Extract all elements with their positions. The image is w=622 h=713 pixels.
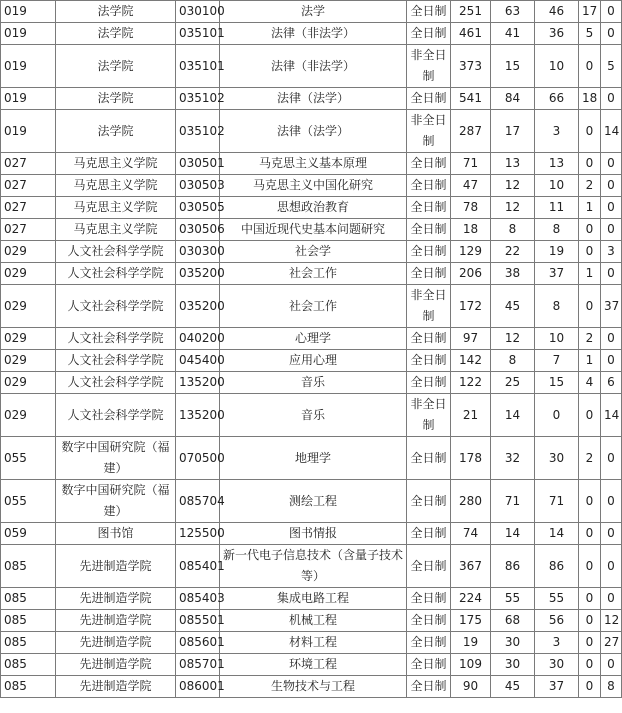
admitted-first-choice-cell: 8 bbox=[535, 285, 579, 328]
admitted-transfer-cell: 0 bbox=[601, 23, 622, 45]
major-name-cell: 音乐 bbox=[220, 372, 407, 394]
table-row bbox=[1, 654, 622, 676]
admitted-first-choice-cell: 8 bbox=[535, 219, 579, 241]
major-name-cell: 材料工程 bbox=[220, 632, 407, 654]
table-row bbox=[1, 545, 622, 588]
major-name-cell: 生物技术与工程 bbox=[220, 676, 407, 698]
admitted-transfer-cell: 0 bbox=[601, 654, 622, 676]
study-mode-cell: 全日制 bbox=[407, 588, 451, 610]
major-name-cell: 社会学 bbox=[220, 241, 407, 263]
major-name-cell: 社会工作 bbox=[220, 285, 407, 328]
admitted-first-choice-cell: 19 bbox=[535, 241, 579, 263]
study-mode-cell: 全日制 bbox=[407, 437, 451, 480]
applicants-cell: 129 bbox=[451, 241, 491, 263]
study-mode-cell: 非全日制 bbox=[407, 110, 451, 153]
table-row bbox=[1, 437, 622, 480]
admitted-total-cell: 38 bbox=[491, 263, 535, 285]
college-name-cell: 先进制造学院 bbox=[56, 632, 176, 654]
study-mode-cell: 非全日制 bbox=[407, 285, 451, 328]
table-body bbox=[1, 1, 622, 698]
admitted-exempt-cell: 0 bbox=[579, 654, 601, 676]
study-mode-cell: 全日制 bbox=[407, 632, 451, 654]
admitted-exempt-cell: 0 bbox=[579, 588, 601, 610]
college-name-cell: 法学院 bbox=[56, 1, 176, 23]
major-name-cell: 新一代电子信息技术（含量子技术等） bbox=[220, 545, 407, 588]
college-code-cell: 085 bbox=[1, 654, 56, 676]
table-row bbox=[1, 610, 622, 632]
college-code-cell: 019 bbox=[1, 23, 56, 45]
applicants-cell: 19 bbox=[451, 632, 491, 654]
major-name-cell: 思想政治教育 bbox=[220, 197, 407, 219]
study-mode-cell: 全日制 bbox=[407, 610, 451, 632]
table-row bbox=[1, 219, 622, 241]
major-name-cell: 法律（非法学） bbox=[220, 23, 407, 45]
major-name-cell: 集成电路工程 bbox=[220, 588, 407, 610]
college-name-cell: 马克思主义学院 bbox=[56, 197, 176, 219]
admitted-first-choice-cell: 30 bbox=[535, 437, 579, 480]
study-mode-cell: 全日制 bbox=[407, 676, 451, 698]
admitted-first-choice-cell: 36 bbox=[535, 23, 579, 45]
major-code-cell: 035102 bbox=[176, 88, 220, 110]
major-code-cell: 035200 bbox=[176, 263, 220, 285]
major-code-cell: 045400 bbox=[176, 350, 220, 372]
admitted-transfer-cell: 3 bbox=[601, 241, 622, 263]
college-name-cell: 图书馆 bbox=[56, 523, 176, 545]
major-code-cell: 030505 bbox=[176, 197, 220, 219]
applicants-cell: 97 bbox=[451, 328, 491, 350]
college-code-cell: 029 bbox=[1, 263, 56, 285]
admitted-exempt-cell: 2 bbox=[579, 175, 601, 197]
major-code-cell: 035101 bbox=[176, 23, 220, 45]
admitted-transfer-cell: 0 bbox=[601, 175, 622, 197]
applicants-cell: 461 bbox=[451, 23, 491, 45]
applicants-cell: 122 bbox=[451, 372, 491, 394]
admitted-exempt-cell: 0 bbox=[579, 610, 601, 632]
college-name-cell: 法学院 bbox=[56, 23, 176, 45]
college-code-cell: 027 bbox=[1, 197, 56, 219]
admitted-total-cell: 14 bbox=[491, 394, 535, 437]
admitted-total-cell: 84 bbox=[491, 88, 535, 110]
college-name-cell: 数字中国研究院（福建） bbox=[56, 480, 176, 523]
major-code-cell: 085701 bbox=[176, 654, 220, 676]
applicants-cell: 251 bbox=[451, 1, 491, 23]
admitted-exempt-cell: 0 bbox=[579, 545, 601, 588]
college-name-cell: 法学院 bbox=[56, 110, 176, 153]
study-mode-cell: 全日制 bbox=[407, 545, 451, 588]
admitted-total-cell: 32 bbox=[491, 437, 535, 480]
admitted-first-choice-cell: 66 bbox=[535, 88, 579, 110]
college-code-cell: 029 bbox=[1, 328, 56, 350]
major-name-cell: 心理学 bbox=[220, 328, 407, 350]
admitted-transfer-cell: 0 bbox=[601, 263, 622, 285]
study-mode-cell: 非全日制 bbox=[407, 394, 451, 437]
table-row bbox=[1, 588, 622, 610]
admitted-exempt-cell: 2 bbox=[579, 437, 601, 480]
admitted-total-cell: 55 bbox=[491, 588, 535, 610]
college-name-cell: 先进制造学院 bbox=[56, 654, 176, 676]
applicants-cell: 90 bbox=[451, 676, 491, 698]
major-code-cell: 086001 bbox=[176, 676, 220, 698]
applicants-cell: 47 bbox=[451, 175, 491, 197]
major-code-cell: 085403 bbox=[176, 588, 220, 610]
major-name-cell: 中国近现代史基本问题研究 bbox=[220, 219, 407, 241]
major-name-cell: 环境工程 bbox=[220, 654, 407, 676]
major-code-cell: 040200 bbox=[176, 328, 220, 350]
study-mode-cell: 全日制 bbox=[407, 654, 451, 676]
major-code-cell: 030100 bbox=[176, 1, 220, 23]
major-name-cell: 法学 bbox=[220, 1, 407, 23]
applicants-cell: 373 bbox=[451, 45, 491, 88]
major-code-cell: 030300 bbox=[176, 241, 220, 263]
major-code-cell: 030503 bbox=[176, 175, 220, 197]
admitted-transfer-cell: 5 bbox=[601, 45, 622, 88]
applicants-cell: 206 bbox=[451, 263, 491, 285]
admitted-transfer-cell: 6 bbox=[601, 372, 622, 394]
admitted-transfer-cell: 0 bbox=[601, 88, 622, 110]
college-code-cell: 027 bbox=[1, 219, 56, 241]
admitted-transfer-cell: 0 bbox=[601, 480, 622, 523]
college-name-cell: 人文社会科学学院 bbox=[56, 350, 176, 372]
major-name-cell: 应用心理 bbox=[220, 350, 407, 372]
college-code-cell: 029 bbox=[1, 285, 56, 328]
college-name-cell: 人文社会科学学院 bbox=[56, 241, 176, 263]
admitted-transfer-cell: 27 bbox=[601, 632, 622, 654]
table-row bbox=[1, 285, 622, 328]
college-code-cell: 029 bbox=[1, 350, 56, 372]
admitted-first-choice-cell: 46 bbox=[535, 1, 579, 23]
admitted-first-choice-cell: 37 bbox=[535, 263, 579, 285]
college-name-cell: 马克思主义学院 bbox=[56, 153, 176, 175]
admitted-exempt-cell: 0 bbox=[579, 480, 601, 523]
college-name-cell: 数字中国研究院（福建） bbox=[56, 437, 176, 480]
study-mode-cell: 全日制 bbox=[407, 88, 451, 110]
admitted-total-cell: 41 bbox=[491, 23, 535, 45]
admitted-transfer-cell: 12 bbox=[601, 610, 622, 632]
study-mode-cell: 全日制 bbox=[407, 480, 451, 523]
applicants-cell: 175 bbox=[451, 610, 491, 632]
major-code-cell: 035101 bbox=[176, 45, 220, 88]
admitted-total-cell: 30 bbox=[491, 654, 535, 676]
admitted-transfer-cell: 0 bbox=[601, 523, 622, 545]
college-name-cell: 人文社会科学学院 bbox=[56, 372, 176, 394]
major-code-cell: 135200 bbox=[176, 372, 220, 394]
college-name-cell: 法学院 bbox=[56, 45, 176, 88]
study-mode-cell: 全日制 bbox=[407, 241, 451, 263]
admitted-exempt-cell: 0 bbox=[579, 45, 601, 88]
study-mode-cell: 全日制 bbox=[407, 23, 451, 45]
admitted-exempt-cell: 0 bbox=[579, 241, 601, 263]
admitted-first-choice-cell: 13 bbox=[535, 153, 579, 175]
table-row bbox=[1, 175, 622, 197]
admitted-total-cell: 17 bbox=[491, 110, 535, 153]
college-code-cell: 019 bbox=[1, 110, 56, 153]
applicants-cell: 21 bbox=[451, 394, 491, 437]
major-name-cell: 地理学 bbox=[220, 437, 407, 480]
admitted-transfer-cell: 0 bbox=[601, 197, 622, 219]
college-code-cell: 019 bbox=[1, 88, 56, 110]
college-name-cell: 先进制造学院 bbox=[56, 588, 176, 610]
admitted-transfer-cell: 0 bbox=[601, 588, 622, 610]
major-name-cell: 法律（法学） bbox=[220, 110, 407, 153]
admitted-total-cell: 45 bbox=[491, 676, 535, 698]
admitted-total-cell: 13 bbox=[491, 153, 535, 175]
study-mode-cell: 全日制 bbox=[407, 350, 451, 372]
applicants-cell: 78 bbox=[451, 197, 491, 219]
admitted-transfer-cell: 14 bbox=[601, 394, 622, 437]
college-name-cell: 先进制造学院 bbox=[56, 610, 176, 632]
college-code-cell: 055 bbox=[1, 437, 56, 480]
college-name-cell: 人文社会科学学院 bbox=[56, 328, 176, 350]
college-code-cell: 029 bbox=[1, 394, 56, 437]
table-row bbox=[1, 394, 622, 437]
admitted-first-choice-cell: 14 bbox=[535, 523, 579, 545]
admitted-exempt-cell: 2 bbox=[579, 328, 601, 350]
table-row bbox=[1, 110, 622, 153]
college-name-cell: 人文社会科学学院 bbox=[56, 263, 176, 285]
college-name-cell: 先进制造学院 bbox=[56, 676, 176, 698]
admitted-transfer-cell: 0 bbox=[601, 328, 622, 350]
admitted-total-cell: 25 bbox=[491, 372, 535, 394]
applicants-cell: 172 bbox=[451, 285, 491, 328]
admitted-first-choice-cell: 86 bbox=[535, 545, 579, 588]
major-code-cell: 085401 bbox=[176, 545, 220, 588]
table-row bbox=[1, 23, 622, 45]
applicants-cell: 178 bbox=[451, 437, 491, 480]
study-mode-cell: 全日制 bbox=[407, 153, 451, 175]
admitted-total-cell: 22 bbox=[491, 241, 535, 263]
admitted-exempt-cell: 0 bbox=[579, 632, 601, 654]
admitted-total-cell: 12 bbox=[491, 197, 535, 219]
admitted-first-choice-cell: 3 bbox=[535, 110, 579, 153]
major-code-cell: 035102 bbox=[176, 110, 220, 153]
admitted-exempt-cell: 0 bbox=[579, 219, 601, 241]
admitted-transfer-cell: 0 bbox=[601, 350, 622, 372]
admitted-first-choice-cell: 30 bbox=[535, 654, 579, 676]
admitted-exempt-cell: 5 bbox=[579, 23, 601, 45]
applicants-cell: 280 bbox=[451, 480, 491, 523]
admitted-exempt-cell: 0 bbox=[579, 676, 601, 698]
study-mode-cell: 全日制 bbox=[407, 1, 451, 23]
table-row bbox=[1, 153, 622, 175]
major-code-cell: 070500 bbox=[176, 437, 220, 480]
table-row bbox=[1, 372, 622, 394]
college-code-cell: 055 bbox=[1, 480, 56, 523]
major-name-cell: 音乐 bbox=[220, 394, 407, 437]
admitted-total-cell: 71 bbox=[491, 480, 535, 523]
applicants-cell: 109 bbox=[451, 654, 491, 676]
admitted-first-choice-cell: 15 bbox=[535, 372, 579, 394]
admitted-first-choice-cell: 10 bbox=[535, 175, 579, 197]
college-code-cell: 029 bbox=[1, 372, 56, 394]
admitted-first-choice-cell: 71 bbox=[535, 480, 579, 523]
table-row bbox=[1, 241, 622, 263]
college-name-cell: 法学院 bbox=[56, 88, 176, 110]
applicants-cell: 74 bbox=[451, 523, 491, 545]
college-code-cell: 019 bbox=[1, 1, 56, 23]
study-mode-cell: 全日制 bbox=[407, 197, 451, 219]
major-name-cell: 马克思主义中国化研究 bbox=[220, 175, 407, 197]
admitted-first-choice-cell: 55 bbox=[535, 588, 579, 610]
table-row bbox=[1, 263, 622, 285]
major-name-cell: 法律（非法学） bbox=[220, 45, 407, 88]
college-code-cell: 027 bbox=[1, 175, 56, 197]
admitted-total-cell: 14 bbox=[491, 523, 535, 545]
major-code-cell: 135200 bbox=[176, 394, 220, 437]
admitted-first-choice-cell: 10 bbox=[535, 328, 579, 350]
admitted-transfer-cell: 0 bbox=[601, 219, 622, 241]
applicants-cell: 224 bbox=[451, 588, 491, 610]
major-code-cell: 030501 bbox=[176, 153, 220, 175]
study-mode-cell: 全日制 bbox=[407, 372, 451, 394]
major-code-cell: 085501 bbox=[176, 610, 220, 632]
study-mode-cell: 非全日制 bbox=[407, 45, 451, 88]
admitted-transfer-cell: 0 bbox=[601, 437, 622, 480]
table-row bbox=[1, 1, 622, 23]
major-code-cell: 085601 bbox=[176, 632, 220, 654]
admitted-exempt-cell: 0 bbox=[579, 153, 601, 175]
applicants-cell: 287 bbox=[451, 110, 491, 153]
admitted-transfer-cell: 0 bbox=[601, 545, 622, 588]
major-name-cell: 法律（法学） bbox=[220, 88, 407, 110]
admitted-first-choice-cell: 10 bbox=[535, 45, 579, 88]
admitted-exempt-cell: 4 bbox=[579, 372, 601, 394]
admitted-transfer-cell: 0 bbox=[601, 153, 622, 175]
admitted-transfer-cell: 37 bbox=[601, 285, 622, 328]
admitted-total-cell: 63 bbox=[491, 1, 535, 23]
college-name-cell: 马克思主义学院 bbox=[56, 175, 176, 197]
college-code-cell: 029 bbox=[1, 241, 56, 263]
table-row bbox=[1, 676, 622, 698]
college-name-cell: 先进制造学院 bbox=[56, 545, 176, 588]
admitted-total-cell: 30 bbox=[491, 632, 535, 654]
college-code-cell: 085 bbox=[1, 632, 56, 654]
major-code-cell: 125500 bbox=[176, 523, 220, 545]
admitted-first-choice-cell: 56 bbox=[535, 610, 579, 632]
applicants-cell: 367 bbox=[451, 545, 491, 588]
admitted-total-cell: 12 bbox=[491, 328, 535, 350]
admitted-transfer-cell: 14 bbox=[601, 110, 622, 153]
major-code-cell: 030506 bbox=[176, 219, 220, 241]
college-code-cell: 085 bbox=[1, 610, 56, 632]
table-row bbox=[1, 523, 622, 545]
major-name-cell: 图书情报 bbox=[220, 523, 407, 545]
admitted-total-cell: 86 bbox=[491, 545, 535, 588]
major-code-cell: 085704 bbox=[176, 480, 220, 523]
study-mode-cell: 全日制 bbox=[407, 263, 451, 285]
major-name-cell: 测绘工程 bbox=[220, 480, 407, 523]
admitted-exempt-cell: 0 bbox=[579, 394, 601, 437]
admitted-first-choice-cell: 11 bbox=[535, 197, 579, 219]
college-code-cell: 085 bbox=[1, 588, 56, 610]
table-row bbox=[1, 328, 622, 350]
applicants-cell: 71 bbox=[451, 153, 491, 175]
table-row bbox=[1, 197, 622, 219]
admitted-total-cell: 15 bbox=[491, 45, 535, 88]
college-name-cell: 人文社会科学学院 bbox=[56, 394, 176, 437]
college-code-cell: 085 bbox=[1, 676, 56, 698]
college-name-cell: 马克思主义学院 bbox=[56, 219, 176, 241]
table-row bbox=[1, 632, 622, 654]
admitted-exempt-cell: 1 bbox=[579, 350, 601, 372]
study-mode-cell: 全日制 bbox=[407, 328, 451, 350]
major-code-cell: 035200 bbox=[176, 285, 220, 328]
study-mode-cell: 全日制 bbox=[407, 175, 451, 197]
admitted-total-cell: 8 bbox=[491, 350, 535, 372]
admitted-exempt-cell: 1 bbox=[579, 263, 601, 285]
admitted-exempt-cell: 0 bbox=[579, 110, 601, 153]
college-code-cell: 019 bbox=[1, 45, 56, 88]
major-name-cell: 社会工作 bbox=[220, 263, 407, 285]
table-row bbox=[1, 480, 622, 523]
admitted-first-choice-cell: 37 bbox=[535, 676, 579, 698]
table-row bbox=[1, 88, 622, 110]
admitted-transfer-cell: 8 bbox=[601, 676, 622, 698]
admitted-exempt-cell: 0 bbox=[579, 285, 601, 328]
study-mode-cell: 全日制 bbox=[407, 523, 451, 545]
admitted-exempt-cell: 17 bbox=[579, 1, 601, 23]
major-name-cell: 马克思主义基本原理 bbox=[220, 153, 407, 175]
admitted-first-choice-cell: 7 bbox=[535, 350, 579, 372]
admitted-exempt-cell: 1 bbox=[579, 197, 601, 219]
applicants-cell: 541 bbox=[451, 88, 491, 110]
college-code-cell: 085 bbox=[1, 545, 56, 588]
admitted-exempt-cell: 18 bbox=[579, 88, 601, 110]
college-code-cell: 027 bbox=[1, 153, 56, 175]
admitted-total-cell: 68 bbox=[491, 610, 535, 632]
applicants-cell: 142 bbox=[451, 350, 491, 372]
admitted-exempt-cell: 0 bbox=[579, 523, 601, 545]
admitted-total-cell: 45 bbox=[491, 285, 535, 328]
table-row bbox=[1, 350, 622, 372]
applicants-cell: 18 bbox=[451, 219, 491, 241]
college-name-cell: 人文社会科学学院 bbox=[56, 285, 176, 328]
table-row bbox=[1, 45, 622, 88]
study-mode-cell: 全日制 bbox=[407, 219, 451, 241]
admitted-first-choice-cell: 3 bbox=[535, 632, 579, 654]
admitted-first-choice-cell: 0 bbox=[535, 394, 579, 437]
admitted-transfer-cell: 0 bbox=[601, 1, 622, 23]
admitted-total-cell: 12 bbox=[491, 175, 535, 197]
major-name-cell: 机械工程 bbox=[220, 610, 407, 632]
admitted-total-cell: 8 bbox=[491, 219, 535, 241]
college-code-cell: 059 bbox=[1, 523, 56, 545]
